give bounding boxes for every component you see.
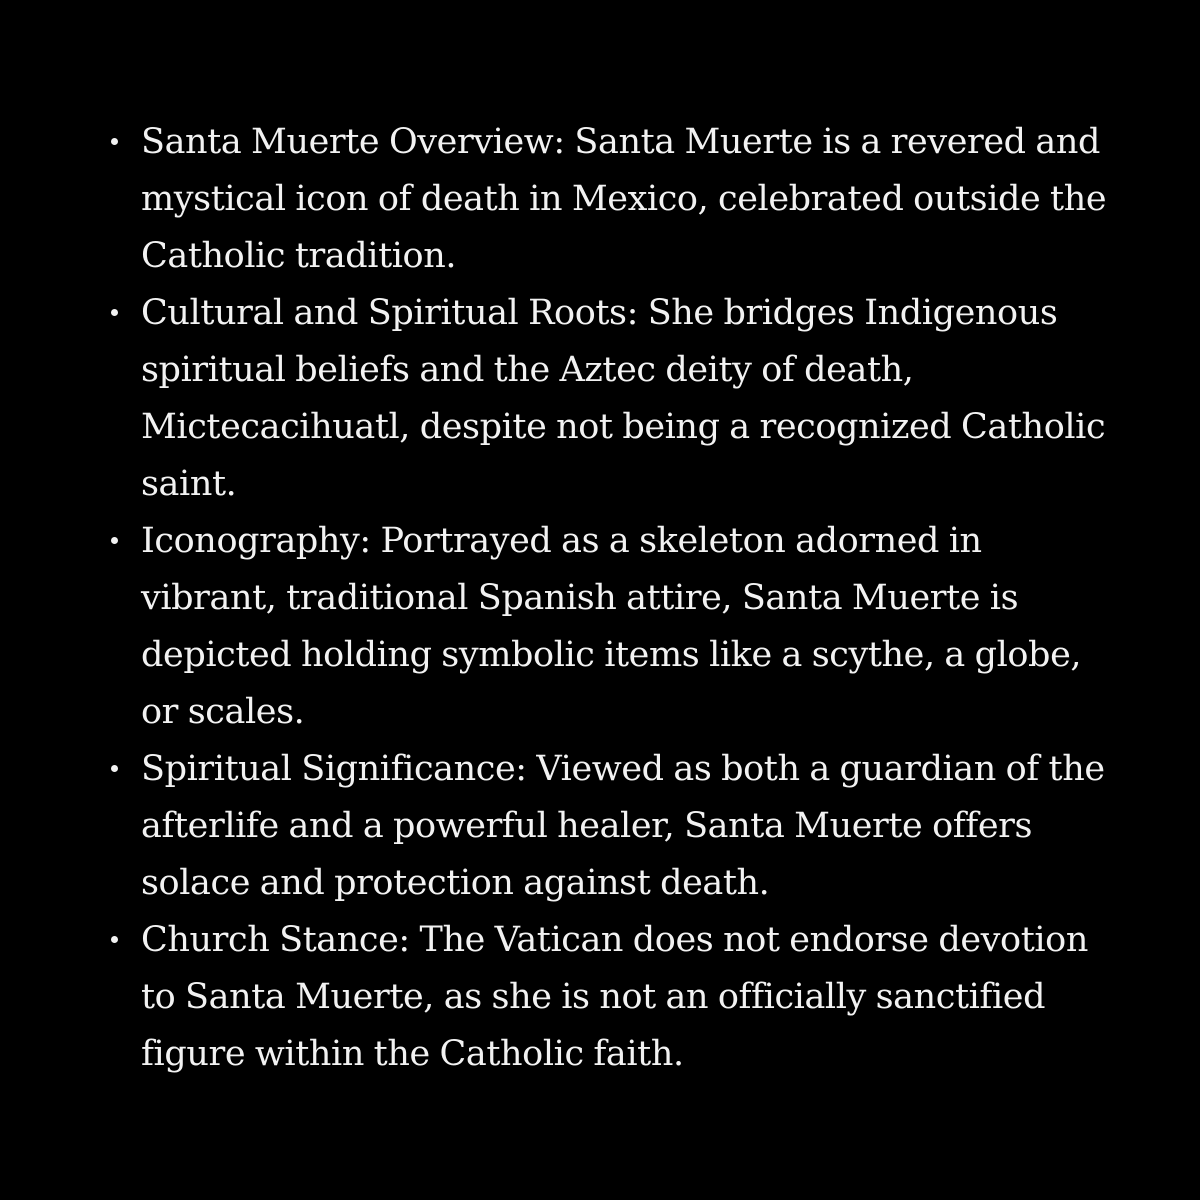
bullet-text: Spiritual Significance: Viewed as both a guardian of the afterlife and a powerful healer, Santa Muerte offers solace and protection against death. <box>141 749 1105 903</box>
bullet-item-significance <box>110 741 1120 912</box>
bullet-dot-icon <box>111 309 118 316</box>
bullet-item-overview <box>110 114 1120 285</box>
bullet-dot-icon <box>111 138 118 145</box>
bullet-list <box>110 114 1120 1083</box>
bullet-text: Church Stance: The Vatican does not endorse devotion to Santa Muerte, as she is not an officially sanctified figure within the Catholic faith. <box>141 920 1088 1074</box>
bullet-dot-icon <box>111 765 118 772</box>
bullet-item-church-stance <box>110 912 1120 1083</box>
bullet-dot-icon <box>111 537 118 544</box>
bullet-text: Iconography: Portrayed as a skeleton adorned in vibrant, traditional Spanish attire, Santa Muerte is depicted holding symbolic items like a scythe, a globe, or scales. <box>141 521 1082 732</box>
bullet-dot-icon <box>111 936 118 943</box>
bullet-item-roots <box>110 285 1120 513</box>
bullet-item-iconography <box>110 513 1120 741</box>
bullet-text: Santa Muerte Overview: Santa Muerte is a revered and mystical icon of death in Mexico, celebrated outside the Catholic tradition. <box>141 122 1107 276</box>
bullet-text: Cultural and Spiritual Roots: She bridges Indigenous spiritual beliefs and the Aztec deity of death, Mictecacihuatl, despite not being a recognized Catholic saint. <box>141 293 1106 504</box>
